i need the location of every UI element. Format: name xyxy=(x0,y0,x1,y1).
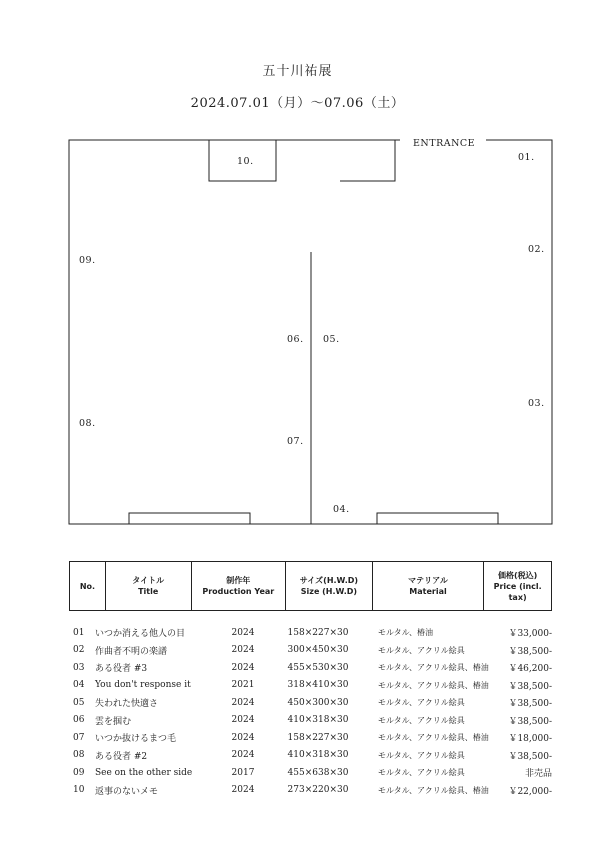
spot-02-label: 02. xyxy=(528,244,545,255)
row-size: 455×530×30 xyxy=(287,662,349,673)
header-price-jp: 価格(税込) xyxy=(497,570,538,580)
spot-05-label: 05. xyxy=(323,334,340,345)
row-price: ￥38,500- xyxy=(508,681,552,692)
row-price: 非売品 xyxy=(524,769,552,780)
row-no: 04 xyxy=(73,680,85,691)
row-material: モルタル、アクリル絵具、椿油 xyxy=(378,785,489,795)
row-year: 2024 xyxy=(231,645,255,656)
header-material-en: Material xyxy=(409,587,447,596)
row-price: ￥18,000- xyxy=(508,734,552,745)
plinth-left xyxy=(129,513,250,524)
row-no: 05 xyxy=(73,697,85,708)
spot-09-label: 09. xyxy=(79,255,96,266)
header-year-jp: 制作年 xyxy=(226,576,251,585)
row-price: ￥38,500- xyxy=(508,646,552,657)
row-year: 2024 xyxy=(231,697,255,708)
table-row xyxy=(69,729,552,747)
exhibition-title: 五十川祐展 xyxy=(262,64,333,79)
row-title: いつか消える他人の目 xyxy=(95,629,186,640)
row-year: 2024 xyxy=(231,662,255,673)
entrance-label: ENTRANCE xyxy=(413,138,476,149)
row-year: 2024 xyxy=(231,732,255,743)
row-title: You don't response it xyxy=(95,680,191,691)
spot-04-label: 04. xyxy=(333,504,350,515)
row-no: 02 xyxy=(73,645,85,656)
row-material: モルタル、アクリル絵具 xyxy=(378,768,465,778)
row-no: 08 xyxy=(73,750,85,761)
header-title-jp: タイトル xyxy=(132,576,165,585)
header-title-en: Title xyxy=(138,587,159,596)
table-row xyxy=(69,747,552,765)
row-no: 10 xyxy=(73,785,85,796)
row-title: 作曲者不明の楽譜 xyxy=(95,646,168,657)
header-year-en: Production Year xyxy=(202,587,275,596)
row-year: 2021 xyxy=(231,680,255,691)
row-no: 01 xyxy=(73,627,85,638)
row-title: 雲を掴む xyxy=(95,716,132,727)
table-row xyxy=(69,712,552,730)
row-year: 2017 xyxy=(231,767,255,778)
row-price: ￥38,500- xyxy=(508,699,552,710)
spot-03-label: 03. xyxy=(528,398,545,409)
row-size: 318×410×30 xyxy=(287,680,349,691)
row-size: 158×227×30 xyxy=(287,732,349,743)
header-title xyxy=(106,562,192,610)
spot-06-label: 06. xyxy=(287,334,304,345)
row-material: モルタル、アクリル絵具、椿油 xyxy=(378,733,489,743)
row-material: モルタル、アクリル絵具 xyxy=(378,750,465,760)
table-row xyxy=(69,624,552,642)
table-row xyxy=(69,659,552,677)
row-title: いつか抜けるまつ毛 xyxy=(95,734,177,745)
row-year: 2024 xyxy=(231,715,255,726)
header-year xyxy=(192,562,287,610)
row-year: 2024 xyxy=(231,785,255,796)
row-title: 失われた快適さ xyxy=(95,699,159,710)
header-size xyxy=(286,562,373,610)
partition-stub xyxy=(340,140,395,181)
row-price: ￥46,200- xyxy=(508,664,552,675)
row-material: モルタル、アクリル絵具 xyxy=(378,715,465,725)
row-price: ￥38,500- xyxy=(508,716,552,727)
row-no: 06 xyxy=(73,715,85,726)
row-no: 07 xyxy=(73,732,85,743)
row-price: ￥38,500- xyxy=(508,751,552,762)
row-title: ある役者 #3 xyxy=(95,664,148,675)
row-price: ￥22,000- xyxy=(508,786,552,797)
row-price: ￥33,000- xyxy=(508,629,552,640)
row-year: 2024 xyxy=(231,627,255,638)
row-material: モルタル、アクリル絵具 xyxy=(378,645,465,655)
row-material: モルタル、アクリル絵具、椿油 xyxy=(378,663,489,673)
row-size: 300×450×30 xyxy=(287,645,349,656)
header-material xyxy=(373,562,485,610)
row-size: 410×318×30 xyxy=(287,750,349,761)
table-row xyxy=(69,782,552,800)
exhibition-dates: 2024.07.01（月）〜07.06（土） xyxy=(190,96,405,111)
header-material-jp: マテリアル xyxy=(408,576,448,585)
spot-01-label: 01. xyxy=(518,152,535,163)
row-size: 158×227×30 xyxy=(287,627,349,638)
row-title: 返事のないメモ xyxy=(95,786,159,797)
row-title: See on the other side xyxy=(95,767,193,778)
row-material: モルタル、アクリル絵具 xyxy=(378,698,465,708)
spot-08-label: 08. xyxy=(79,418,96,429)
table-row xyxy=(69,694,552,712)
row-material: モルタル、アクリル絵具、椿油 xyxy=(378,680,489,690)
row-size: 455×638×30 xyxy=(287,767,349,778)
row-title: ある役者 #2 xyxy=(95,751,148,762)
header-price xyxy=(484,562,551,610)
spot-07-label: 07. xyxy=(287,436,304,447)
table-row xyxy=(69,764,552,782)
row-size: 450×300×30 xyxy=(287,697,349,708)
header-no-label: No. xyxy=(79,581,96,591)
header-size-jp: サイズ(H.W.D) xyxy=(299,576,359,585)
price-list-header xyxy=(69,561,552,611)
plinth-right xyxy=(377,513,498,524)
price-list-rows xyxy=(69,624,552,799)
row-no: 03 xyxy=(73,662,85,673)
spot-10-label: 10. xyxy=(237,156,254,167)
outer-wall xyxy=(69,140,552,524)
row-year: 2024 xyxy=(231,750,255,761)
row-material: モルタル、椿油 xyxy=(378,628,434,638)
row-size: 273×220×30 xyxy=(287,785,349,796)
table-row xyxy=(69,677,552,695)
header-size-en: Size (H.W.D) xyxy=(300,587,358,596)
table-row xyxy=(69,642,552,660)
row-size: 410×318×30 xyxy=(287,715,349,726)
header-price-en: Price (incl. tax) xyxy=(493,581,542,602)
header-no xyxy=(70,562,106,610)
row-no: 09 xyxy=(73,767,85,778)
